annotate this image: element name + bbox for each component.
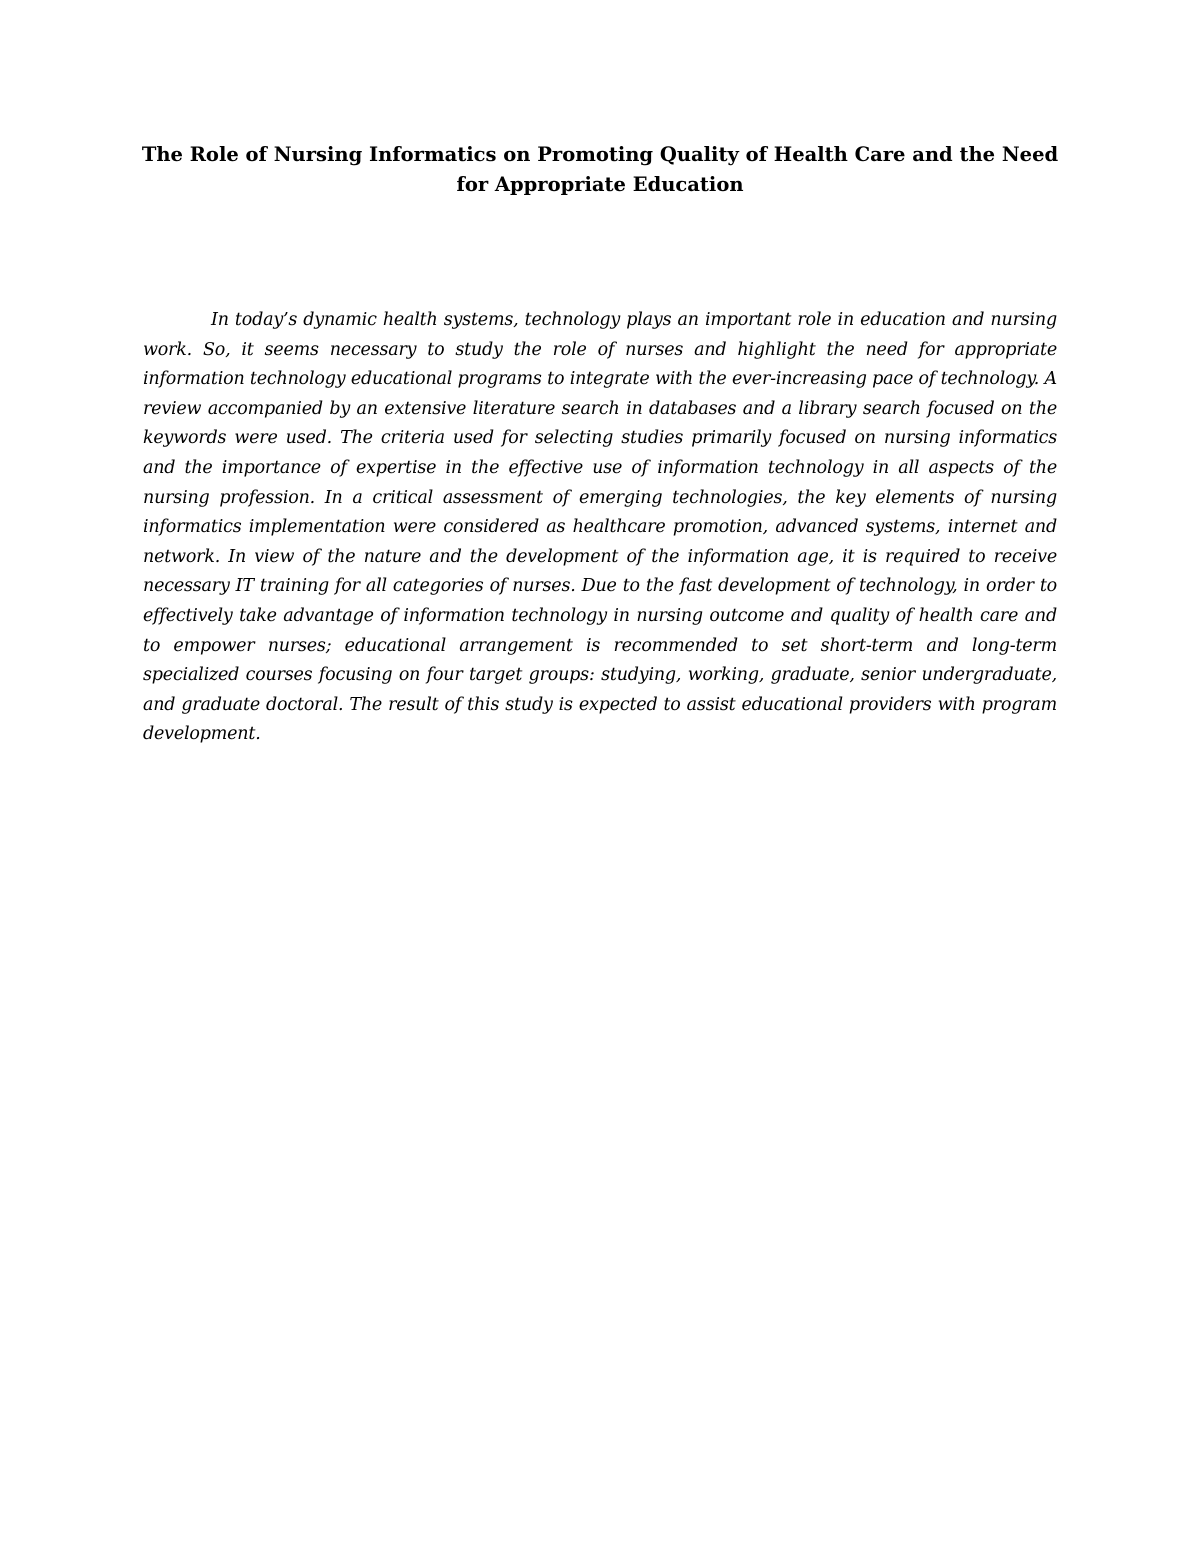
abstract-paragraph: In today’s dynamic health systems, technology plays an important role in education and nursing work. So, it seems necessary to study the role of nurses and highlight the need for appropriate information technology educational programs to integrate with the ever-increasing pace of technology. A review accompanied by an extensive literature search in databases and a library search focused on the keywords were used. The criteria used for selecting studies primarily focused on nursing informatics and the importance of expertise in the effective use of information technology in all aspects of the nursing profession. In a critical assessment of emerging technologies, the key elements of nursing informatics implementation were considered as healthcare promotion, advanced systems, internet and network. In view of the nature and the development of the information age, it is required to receive necessary IT training for all categories of nurses. Due to the fast development of technology, in order to effectively take advantage of information technology in nursing outcome and quality of health care and to empower nurses; educational arrangement is recommended to set short-term and long-term specialized courses focusing on four target groups: studying, working, graduate, senior undergraduate, and graduate doctoral. The result of this study is expected to assist educational providers with program development. [143,310,1057,745]
document-title: The Role of Nursing Informatics on Promoting Quality of Health Care and the Need for Appropriate Education [141,143,1059,196]
